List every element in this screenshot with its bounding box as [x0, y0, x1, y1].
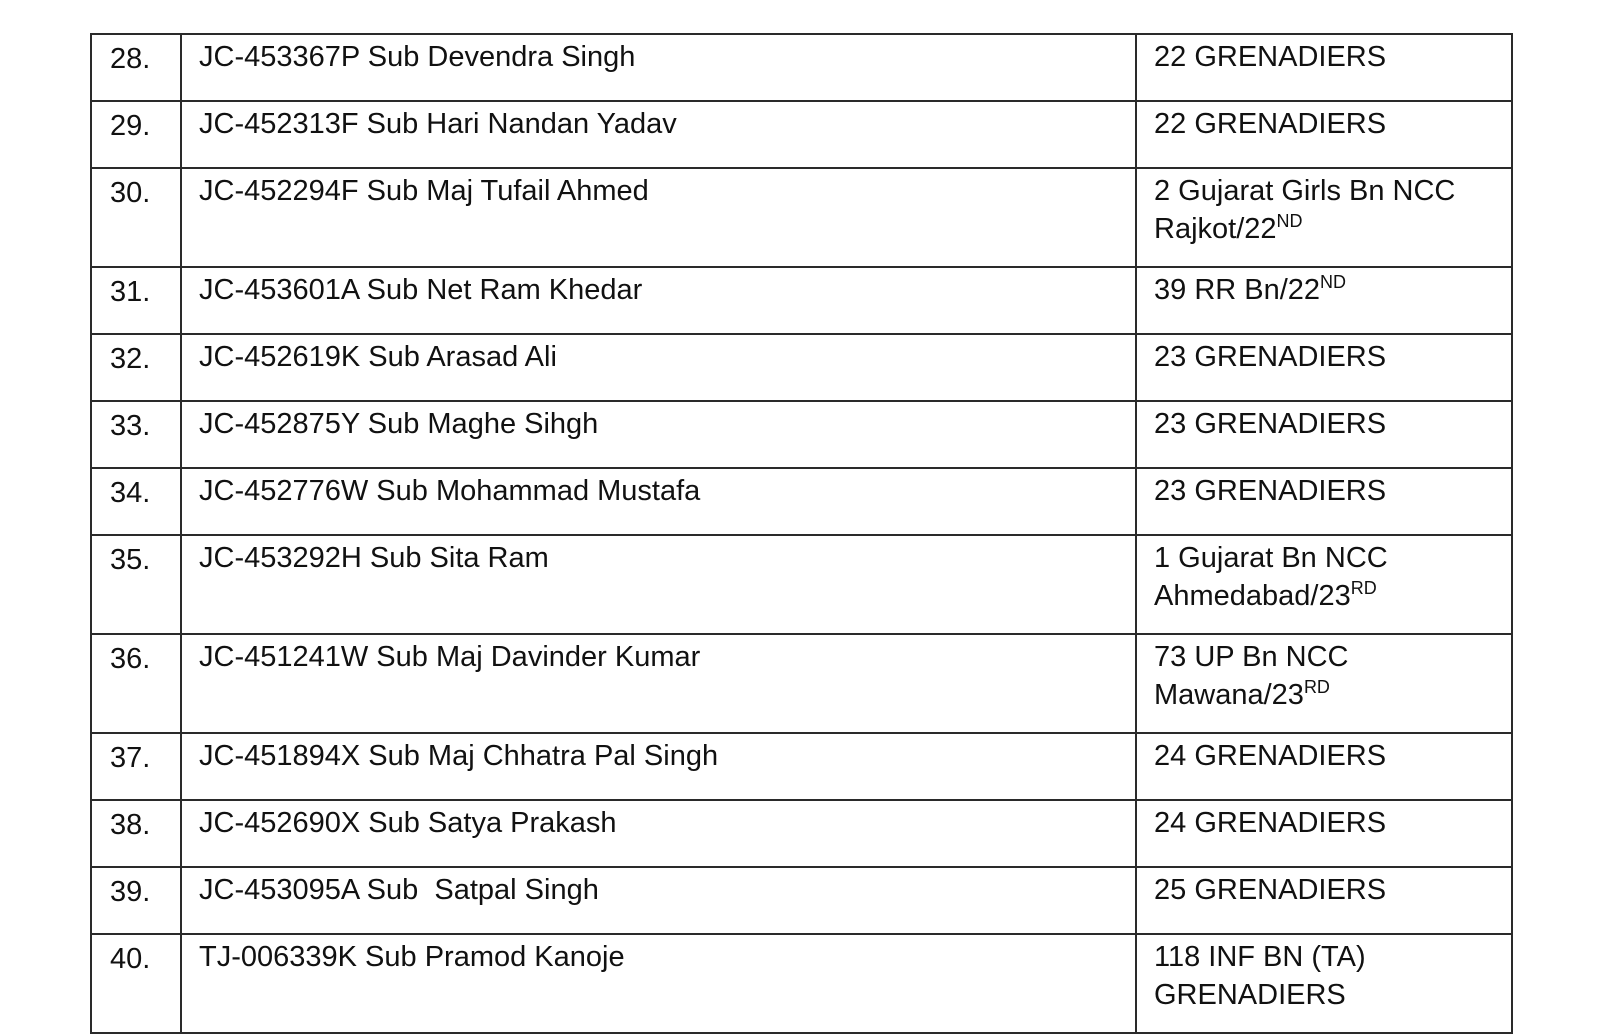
name-cell: JC-453601A Sub Net Ram Khedar [181, 267, 1136, 334]
name-cell: JC-452619K Sub Arasad Ali [181, 334, 1136, 401]
unit-line: 73 UP Bn NCC [1154, 641, 1349, 673]
unit-cell [1136, 535, 1512, 634]
table-row [91, 535, 1512, 634]
name-cell: JC-452313F Sub Hari Nandan Yadav [181, 101, 1136, 168]
ordinal-suffix: ND [1276, 211, 1303, 231]
unit-cell [1136, 101, 1512, 168]
name-cell: JC-453292H Sub Sita Ram [181, 535, 1136, 634]
unit-cell [1136, 468, 1512, 535]
unit-cell [1136, 867, 1512, 934]
ordinal-suffix: ND [1320, 272, 1347, 292]
unit-line: 23 GRENADIERS [1154, 475, 1387, 507]
unit-line [1154, 210, 1501, 248]
serial-number-cell: 40. [91, 934, 181, 1033]
ordinal-suffix: RD [1303, 677, 1330, 697]
unit-line: 23 GRENADIERS [1154, 341, 1387, 373]
ordinal-suffix: RD [1350, 578, 1377, 598]
unit-cell [1136, 800, 1512, 867]
table-row [91, 468, 1512, 535]
name-cell: JC-453095A Sub Satpal Singh [181, 867, 1136, 934]
table-row [91, 334, 1512, 401]
serial-number-cell: 32. [91, 334, 181, 401]
unit-cell [1136, 733, 1512, 800]
unit-line: 118 INF BN (TA) [1154, 941, 1366, 973]
unit-line: 22 GRENADIERS [1154, 108, 1387, 140]
unit-line: 2 Gujarat Girls Bn NCC [1154, 175, 1456, 207]
name-cell: JC-452690X Sub Satya Prakash [181, 800, 1136, 867]
name-cell: JC-452875Y Sub Maghe Sihgh [181, 401, 1136, 468]
serial-number-cell: 30. [91, 168, 181, 267]
serial-number-cell: 28. [91, 34, 181, 101]
unit-line: 1 Gujarat Bn NCC [1154, 542, 1388, 574]
serial-number-cell: 38. [91, 800, 181, 867]
table-row [91, 634, 1512, 733]
table-row [91, 34, 1512, 101]
unit-cell [1136, 168, 1512, 267]
unit-cell [1136, 401, 1512, 468]
serial-number-cell: 34. [91, 468, 181, 535]
serial-number-cell: 31. [91, 267, 181, 334]
name-cell: JC-451241W Sub Maj Davinder Kumar [181, 634, 1136, 733]
table-row [91, 867, 1512, 934]
unit-line: GRENADIERS [1154, 979, 1346, 1011]
unit-cell [1136, 934, 1512, 1033]
serial-number-cell: 36. [91, 634, 181, 733]
table-row [91, 733, 1512, 800]
unit-location: 39 RR Bn/22 [1154, 274, 1321, 306]
serial-number-cell: 39. [91, 867, 181, 934]
table-row [91, 401, 1512, 468]
unit-line [1154, 577, 1501, 615]
table-row [91, 101, 1512, 168]
table-row [91, 267, 1512, 334]
name-cell: JC-452294F Sub Maj Tufail Ahmed [181, 168, 1136, 267]
unit-line [1154, 676, 1501, 714]
unit-line: 24 GRENADIERS [1154, 807, 1387, 839]
unit-line: 23 GRENADIERS [1154, 408, 1387, 440]
unit-line [1154, 271, 1501, 309]
name-cell: JC-451894X Sub Maj Chhatra Pal Singh [181, 733, 1136, 800]
unit-location: Mawana/23 [1154, 679, 1304, 711]
unit-location: Ahmedabad/23 [1154, 580, 1351, 612]
name-cell: JC-452776W Sub Mohammad Mustafa [181, 468, 1136, 535]
name-cell: TJ-006339K Sub Pramod Kanoje [181, 934, 1136, 1033]
table-row [91, 934, 1512, 1033]
unit-cell [1136, 634, 1512, 733]
table-row [91, 800, 1512, 867]
personnel-table [90, 33, 1513, 1034]
unit-cell [1136, 267, 1512, 334]
serial-number-cell: 29. [91, 101, 181, 168]
unit-location: Rajkot/22 [1154, 213, 1277, 245]
serial-number-cell: 33. [91, 401, 181, 468]
unit-line: 24 GRENADIERS [1154, 740, 1387, 772]
unit-cell [1136, 334, 1512, 401]
name-cell: JC-453367P Sub Devendra Singh [181, 34, 1136, 101]
serial-number-cell: 35. [91, 535, 181, 634]
unit-line: 25 GRENADIERS [1154, 874, 1387, 906]
table-row [91, 168, 1512, 267]
unit-line: 22 GRENADIERS [1154, 41, 1387, 73]
unit-cell [1136, 34, 1512, 101]
serial-number-cell: 37. [91, 733, 181, 800]
